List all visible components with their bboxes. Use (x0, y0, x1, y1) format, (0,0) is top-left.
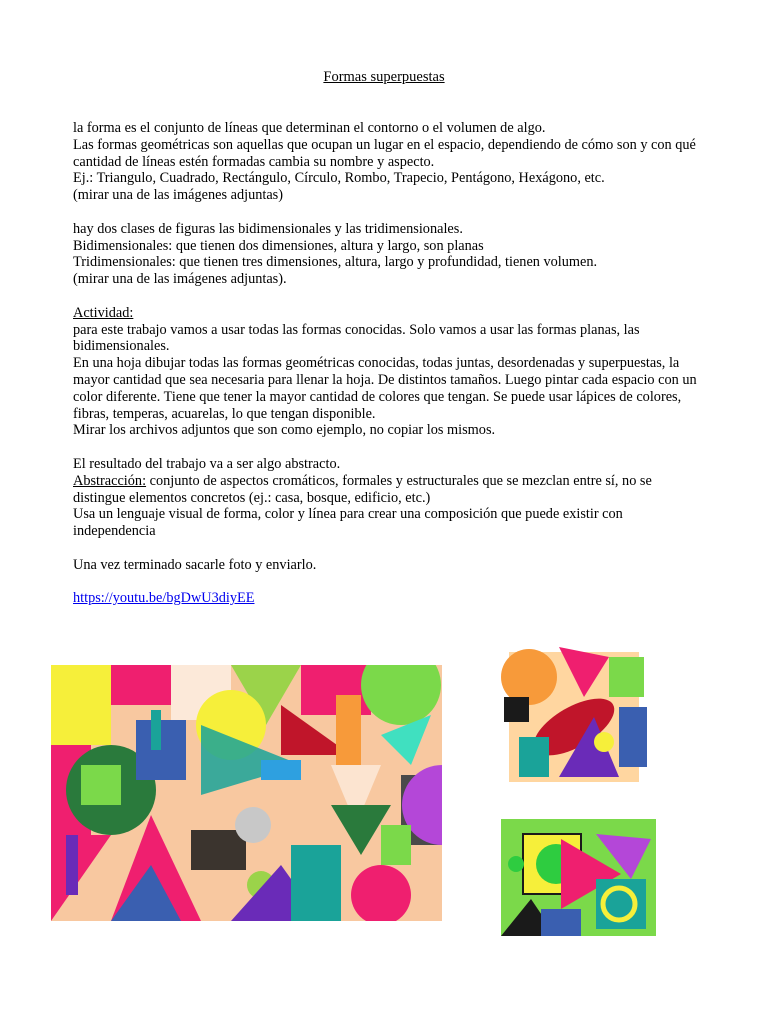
text-line: El resultado del trabajo va a ser algo abstracto. (73, 455, 341, 472)
abstraction-paragraph (73, 473, 703, 507)
page-title: Formas superpuestas (323, 69, 445, 85)
text-line: para este trabajo vamos a usar todas las formas conocidas. Solo vamos a usar las formas planas, las bidimensionales. (73, 321, 640, 355)
text-line: Mirar los archivos adjuntos que son como ejemplo, no copiar los mismos. (73, 422, 496, 439)
thumbnail-image-1 (499, 647, 651, 790)
text-line: Las formas geométricas son aquellas que ocupan un lugar en el espacio, dependiendo de cómo son y con qué cantidad de líneas estén formadas cambia su nombre y aspecto. (73, 136, 696, 170)
text-line: Usa un lenguaje visual de forma, color y línea para crear una composición que puede existir con independencia (73, 506, 623, 540)
text-line: Tridimensionales: que tienen tres dimensiones, altura, largo y profundidad, tienen volumen. (73, 254, 598, 271)
abstract-collage-image (51, 665, 442, 921)
thumbnail-graphic-2 (501, 819, 656, 936)
text-line: En una hoja dibujar todas las formas geométricas conocidas, todas juntas, desordenadas y superpuestas, la mayor cantidad que sea necesaria para llenar la hoja. De distintos tamaños. Luego pintar cada espacio con un color diferente. Tiene que tener la mayor cantidad de colores que tengan. Se puede usar lápices de colores, fibras, temperas, acuarelas, lo que tengan disponible. (73, 355, 697, 422)
abstraction-term: Abstracción: (73, 472, 147, 489)
abstraction-definition: conjunto de aspectos cromáticos, formales y estructurales que se mezclan entre sí, no se distingue elementos concretos (ej.: casa, bosque, edificio, etc.) (73, 472, 652, 506)
activity-heading: Actividad: (73, 304, 134, 321)
text-line: (mirar una de las imágenes adjuntas). (73, 271, 287, 288)
text-line: Una vez terminado sacarle foto y enviarlo. (73, 556, 317, 573)
youtube-link[interactable]: https://youtu.be/bgDwU3diyEE (73, 590, 255, 607)
thumbnail-image-2 (501, 819, 656, 936)
text-line: (mirar una de las imágenes adjuntas) (73, 187, 284, 204)
text-line: hay dos clases de figuras las bidimensionales y las tridimensionales. (73, 220, 463, 237)
collage-graphic (51, 665, 442, 921)
thumbnail-graphic-1 (499, 647, 651, 790)
document-body (73, 120, 703, 607)
text-line: Ej.: Triangulo, Cuadrado, Rectángulo, Círculo, Rombo, Trapecio, Pentágono, Hexágono, etc. (73, 170, 605, 187)
text-line: Bidimensionales: que tienen dos dimensiones, altura y largo, son planas (73, 237, 484, 254)
text-line: la forma es el conjunto de líneas que determinan el contorno o el volumen de algo. (73, 120, 546, 136)
